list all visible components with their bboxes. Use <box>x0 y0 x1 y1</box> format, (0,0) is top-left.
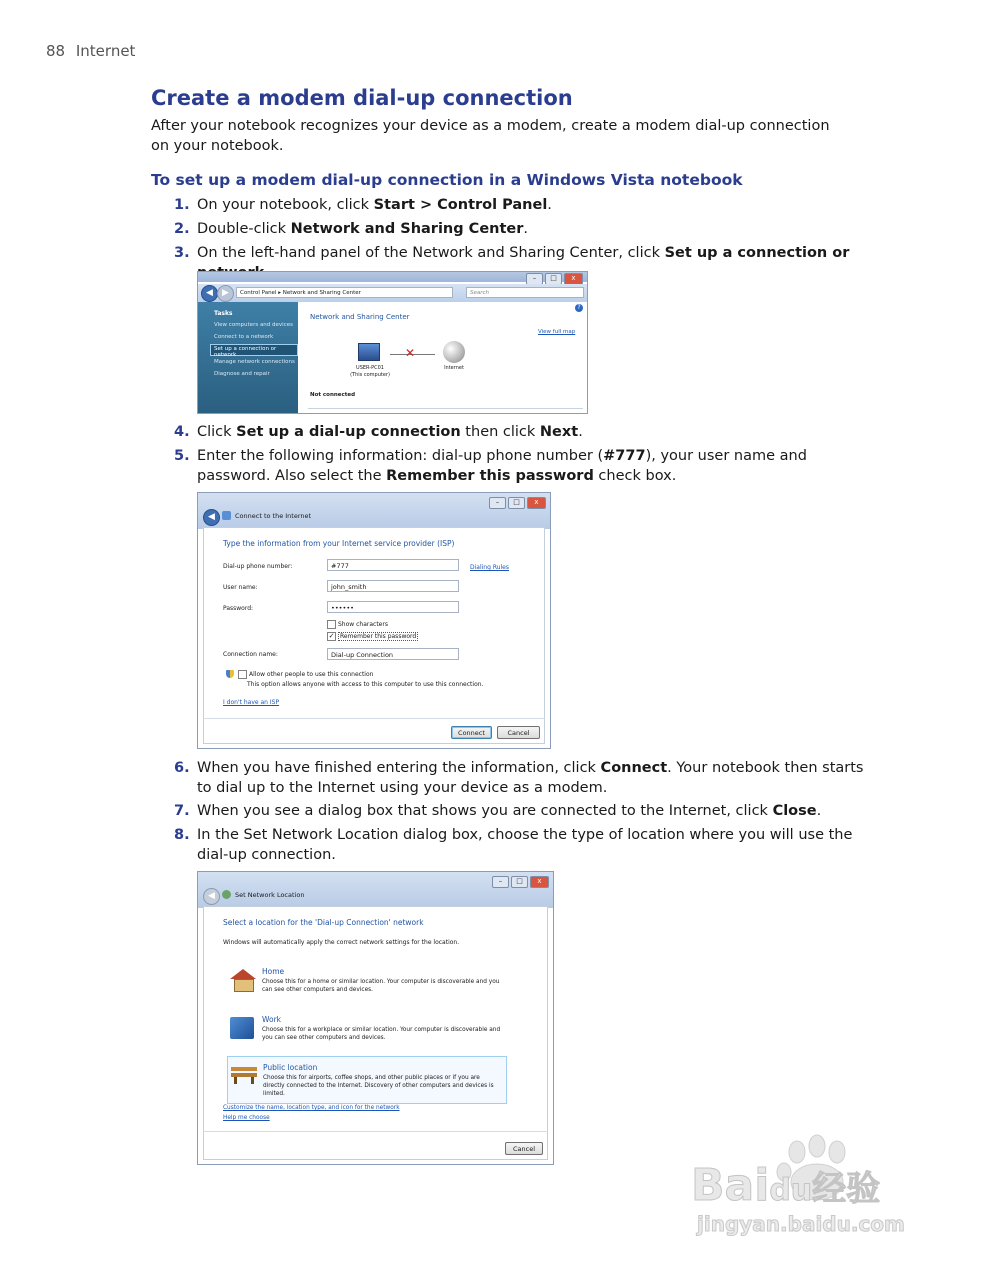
page-title: Create a modem dial-up connection <box>151 86 573 110</box>
phone-label: Dial-up phone number: <box>223 563 293 570</box>
watermark-cn: 经验 <box>812 1169 881 1209</box>
task-link[interactable]: View computers and devices <box>214 322 293 328</box>
watermark-brand2: du <box>769 1173 813 1208</box>
step-number: 3. <box>174 245 190 261</box>
cancel-button[interactable]: Cancel <box>497 726 540 739</box>
dialog-heading: Select a location for the 'Dial-up Connection' network <box>223 918 424 927</box>
dialing-rules-link[interactable]: Dialing Rules <box>470 564 510 571</box>
no-isp-link[interactable]: I don't have an ISP <box>223 699 280 706</box>
dialog-subtext: Windows will automatically apply the correct network settings for the location. <box>223 939 460 946</box>
globe-icon <box>443 341 465 363</box>
allow-note: This option allows anyone with access to this computer to use this connection. <box>247 681 484 688</box>
network-icon <box>222 511 231 520</box>
step-3: 3. On the left-hand panel of the Network and Sharing Center, click Set up a connection or <box>174 244 879 283</box>
step-5: 5. Enter the following information: dial-up phone number (#777), your user name and password. Also select the Remember this password check box. <box>174 448 807 484</box>
option-name: Public location <box>263 1063 318 1072</box>
connection-status: Not connected <box>310 392 356 398</box>
section-name: Internet <box>75 42 136 60</box>
dialog-heading: Type the information from your Internet service provider (ISP) <box>223 539 455 548</box>
customize-network-link[interactable]: Customize the name, location type, and icon for the network <box>223 1105 400 1111</box>
computer-icon <box>358 343 380 361</box>
watermark-brand: Bai <box>691 1160 770 1211</box>
phone-number-field[interactable]: #777 <box>327 559 459 571</box>
tasks-sidebar <box>198 302 298 413</box>
procedure-heading: To set up a modem dial-up connection in a Windows Vista notebook <box>151 171 743 189</box>
connection-name-label: Connection name: <box>223 651 278 658</box>
tasks-title: Tasks <box>214 310 233 317</box>
back-arrow-icon[interactable]: ◀ <box>201 285 218 302</box>
step-6: 6. When you have finished entering the information, click Connect. Your notebook then starts to dial up to the Internet using your device as a modem. <box>174 760 864 796</box>
option-name: Work <box>262 1015 281 1024</box>
watermark-url: jingyan.baidu.com <box>697 1212 905 1236</box>
intro-paragraph: After your notebook recognizes your device as a modem, create a modem dial-up connection on your notebook. <box>151 118 830 154</box>
username-label: User name: <box>223 584 258 591</box>
internet-label: Internet <box>444 365 464 371</box>
option-description: Choose this for a home or similar location. Your computer is discoverable and you can see other computers and devices. <box>262 979 500 993</box>
connection-name-field[interactable]: Dial-up Connection <box>327 648 459 660</box>
address-field[interactable]: Control Panel ▸ Network and Sharing Center <box>236 287 453 298</box>
house-icon <box>230 969 254 989</box>
back-arrow-icon[interactable]: ◀ <box>203 888 220 905</box>
running-head <box>46 42 135 60</box>
step-4: 4. Click Set up a dial-up connection then click Next. <box>174 423 879 443</box>
bench-icon <box>231 1063 257 1083</box>
step-number: 2. <box>174 221 190 237</box>
computer-caption: (This computer) <box>350 372 390 378</box>
shield-icon <box>226 670 234 678</box>
remember-password-checkbox[interactable]: ✓ Remember this password <box>328 632 417 640</box>
step-number: 1. <box>174 197 190 213</box>
task-link[interactable]: Manage network connections <box>214 359 295 365</box>
step-2: 2. Double-click Network and Sharing Center. <box>174 220 879 240</box>
location-option-home[interactable] <box>228 967 548 1005</box>
task-link-setup-connection[interactable]: Set up a connection or network <box>214 346 277 358</box>
computer-name: USER-PC01 <box>356 365 384 371</box>
step-number: 4. <box>174 424 190 440</box>
office-building-icon <box>230 1017 254 1039</box>
task-link[interactable]: Connect to a network <box>214 334 274 340</box>
password-label: Password: <box>223 605 254 612</box>
screenshot-connect-to-internet: – □ x ◀ Connect to the Internet Type the information from your Internet service provider (ISP) Dial-up phone number: #777 Dialing Rules User name: john_smith Password: •••••• Show characters ✓ Remember this password Connection name: Dial-up Connection Allow other people to use this connection This option allows anyone with access to this computer to use this connection. I don't have an ISP Connect Cancel <box>197 492 551 749</box>
option-description: Choose this for a workplace or similar location. Your computer is discoverable and you can see other computers and devices. <box>262 1027 501 1041</box>
step-number: 7. <box>174 803 190 819</box>
baidu-jingyan-watermark <box>689 1130 929 1240</box>
disconnected-x-icon: ✕ <box>405 346 416 360</box>
forward-arrow-icon[interactable]: ▶ <box>217 285 234 302</box>
dialog-title: Set Network Location <box>235 891 305 899</box>
help-icon[interactable]: ? <box>575 304 583 312</box>
step-8: 8. In the Set Network Location dialog box, choose the type of location where you will use the dial-up connection. <box>174 827 853 863</box>
show-characters-checkbox[interactable]: Show characters <box>327 620 388 629</box>
location-option-public[interactable] <box>227 1056 507 1104</box>
page-number: 88 <box>46 42 66 60</box>
task-link[interactable]: Diagnose and repair <box>214 371 270 377</box>
help-me-choose-link[interactable]: Help me choose <box>223 1115 270 1121</box>
step-7: 7. When you see a dialog box that shows you are connected to the Internet, click Close. <box>174 802 879 822</box>
screenshot-network-sharing-center: – □ x ◀ ▶ Control Panel ▸ Network and Sharing Center Search Tasks View computers and devices Connect to a network Set up a connection or network Manage network connections Diagnose and repair Network and Sharing Center View full map ? ✕ USER-PC01 (This computer) Internet Not connected <box>197 271 588 414</box>
location-option-work[interactable] <box>228 1015 548 1053</box>
connect-button[interactable]: Connect <box>451 726 492 739</box>
dialog-title: Connect to the Internet <box>235 512 312 520</box>
password-field[interactable]: •••••• <box>327 601 459 613</box>
back-arrow-icon[interactable]: ◀ <box>203 509 220 526</box>
address-bar-row <box>198 284 587 302</box>
step-1: 1. On your notebook, click Start > Control Panel. <box>174 196 879 216</box>
step-number: 6. <box>174 760 190 776</box>
screenshot-set-network-location: – □ x ◀ Set Network Location Select a location for the 'Dial-up Connection' network Windows will automatically apply the correct network settings for the location. Home Choose this for a home or similar location. Your computer is discoverable and you can see other computers and devices. Work Choose this for a workplace or similar location. Your computer is discoverable and you can see other computers and devices. Public location Choose this for airports, coffee shops, and other public places or if you are directly connected to the Internet. Discovery of other computers and devices is limited. Customize the name, location type, and icon for the network Help me choose Cancel <box>197 871 554 1165</box>
network-location-icon <box>222 890 231 899</box>
username-field[interactable]: john_smith <box>327 580 459 592</box>
view-map-link[interactable]: View full map <box>538 329 576 335</box>
option-name: Home <box>262 967 285 976</box>
cancel-button[interactable]: Cancel <box>505 1142 543 1155</box>
option-description: Choose this for airports, coffee shops, and other public places or if you are directly connected to the Internet. Discovery of other computers and devices is limited. <box>263 1075 494 1097</box>
step-number: 8. <box>174 827 190 843</box>
allow-others-checkbox[interactable]: Allow other people to use this connection <box>238 670 373 679</box>
step-number: 5. <box>174 448 190 464</box>
search-input[interactable]: Search <box>466 287 584 298</box>
content-heading: Network and Sharing Center <box>310 313 410 321</box>
